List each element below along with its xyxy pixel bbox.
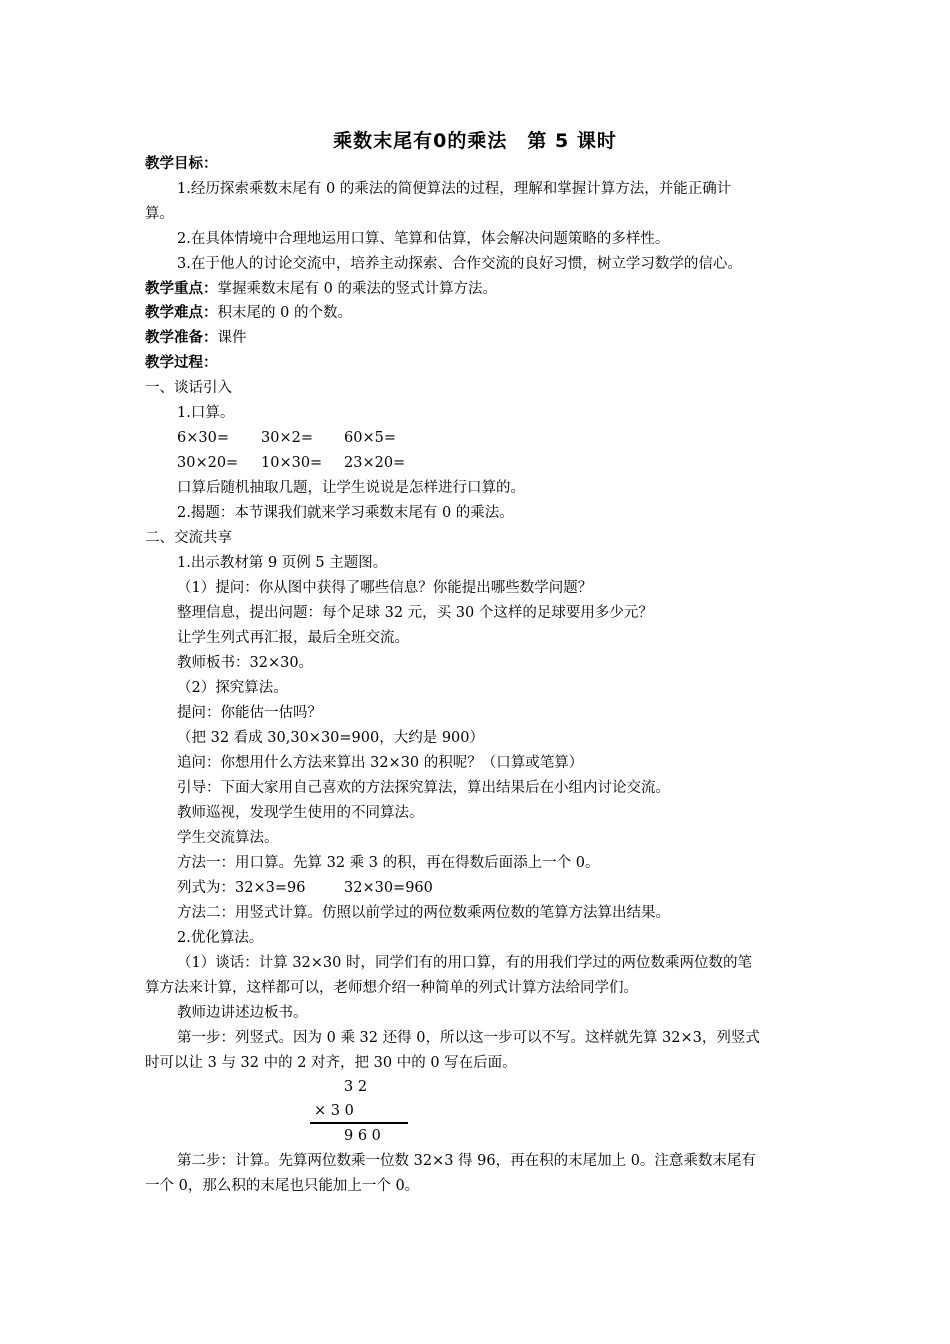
- question-2: （2）探究算法。: [177, 680, 288, 696]
- prep-label: 教学准备：: [145, 329, 218, 346]
- oral-problem: 23×20=: [344, 455, 406, 471]
- student-share: 学生交流算法。: [177, 830, 279, 846]
- follow-up-question: 追问：你想用什么方法来算出 32×30 的积呢？（口算或笔算）: [177, 755, 584, 771]
- vertical-calc-multiplier: × 3 0: [314, 1103, 354, 1119]
- method-1: 方法一：用口算。先算 32 乘 3 的积，再在得数后面添上一个 0。: [177, 855, 600, 871]
- objective-3: 3.在于他人的讨论交流中，培养主动探索、合作交流的良好习惯，树立学习数学的信心。: [177, 256, 742, 272]
- step-1-continued: 时可以让 3 与 32 中的 2 对齐，把 30 中的 0 写在后面。: [145, 1055, 517, 1071]
- section-1-heading: 一、谈话引入: [145, 380, 232, 396]
- oral-problem: 30×2=: [261, 430, 313, 446]
- question-1: （1）提问：你从图中获得了哪些信息？你能提出哪些数学问题？: [177, 580, 593, 596]
- objective-2: 2.在具体情境中合理地运用口算、笔算和估算，体会解决问题策略的多样性。: [177, 231, 670, 247]
- difficulty-text: 积末尾的 0 的个数。: [217, 305, 352, 321]
- vertical-calc-product: 9 6 0: [344, 1128, 381, 1144]
- oral-problem: 6×30=: [177, 430, 229, 446]
- keypoint-line: [145, 277, 810, 301]
- keypoint-text: 掌握乘数末尾有 0 的乘法的竖式计算方法。: [217, 281, 497, 297]
- oral-followup: 口算后随机抽取几题，让学生说说是怎样进行口算的。: [177, 480, 525, 496]
- list-formula: 让学生列式再汇报，最后全班交流。: [177, 630, 409, 646]
- method-1-equation: 列式为：32×3=96: [177, 880, 306, 896]
- keypoint-label: 教学重点：: [145, 280, 218, 297]
- show-picture: 1.出示教材第 9 页例 5 主题图。: [177, 555, 388, 571]
- objective-1: 1.经历探索乘数末尾有 0 的乘法的简便算法的过程，理解和掌握计算方法，并能正确计: [177, 181, 732, 197]
- difficulty-label: 教学难点：: [145, 304, 218, 321]
- oral-calc-heading: 1.口算。: [177, 405, 235, 421]
- objectives-label: 教学目标：: [145, 155, 218, 172]
- optimize-heading: 2.优化算法。: [177, 930, 264, 946]
- prep-line: [145, 326, 810, 350]
- oral-problem: 10×30=: [261, 455, 323, 471]
- talk-line-continued: 算方法来计算，这样都可以，老师想介绍一种简单的列式计算方法给同学们。: [145, 980, 638, 996]
- page-title: 乘数末尾有0的乘法 第 5 课时: [333, 130, 617, 152]
- objective-1-continued: 算。: [145, 206, 174, 222]
- estimate-question: 提问：你能估一估吗？: [177, 705, 322, 721]
- step-2: 第二步：计算。先算两位数乘一位数 32×3 得 96，再在积的末尾加上 0。注意乘数末尾有: [177, 1153, 756, 1169]
- teacher-explains: 教师边讲述边板书。: [177, 1005, 308, 1021]
- step-2-continued: 一个 0，那么积的末尾也只能加上一个 0。: [145, 1178, 420, 1194]
- talk-line: （1）谈话：计算 32×30 时，同学们有的用口算，有的用我们学过的两位数乘两位数的笔: [177, 955, 752, 971]
- teacher-patrol: 教师巡视，发现学生使用的不同算法。: [177, 805, 424, 821]
- method-1-equation: 32×30=960: [344, 880, 433, 896]
- teacher-board: 教师板书：32×30。: [177, 655, 314, 671]
- topic-reveal: 2.揭题：本节课我们就来学习乘数末尾有 0 的乘法。: [177, 505, 514, 521]
- difficulty-line: [145, 301, 810, 325]
- vertical-calc-multiplicand: 3 2: [344, 1079, 368, 1095]
- step-1: 第一步：列竖式。因为 0 乘 32 还得 0，所以这一步可以不写。这样就先算 32×3，列竖式: [177, 1030, 760, 1046]
- organize-info: 整理信息，提出问题：每个足球 32 元，买 30 个这样的足球要用多少元？: [177, 605, 653, 621]
- guide: 引导：下面大家用自己喜欢的方法探究算法，算出结果后在小组内讨论交流。: [177, 780, 670, 796]
- estimate-answer: （把 32 看成 30,30×30=900，大约是 900）: [177, 730, 484, 746]
- process-label: 教学过程：: [145, 354, 218, 371]
- oral-problem: 60×5=: [344, 430, 396, 446]
- prep-text: 课件: [217, 330, 247, 346]
- section-2-heading: 二、交流共享: [145, 530, 232, 546]
- method-2: 方法二：用竖式计算。仿照以前学过的两位数乘两位数的笔算方法算出结果。: [177, 905, 670, 921]
- oral-problem: 30×20=: [177, 455, 239, 471]
